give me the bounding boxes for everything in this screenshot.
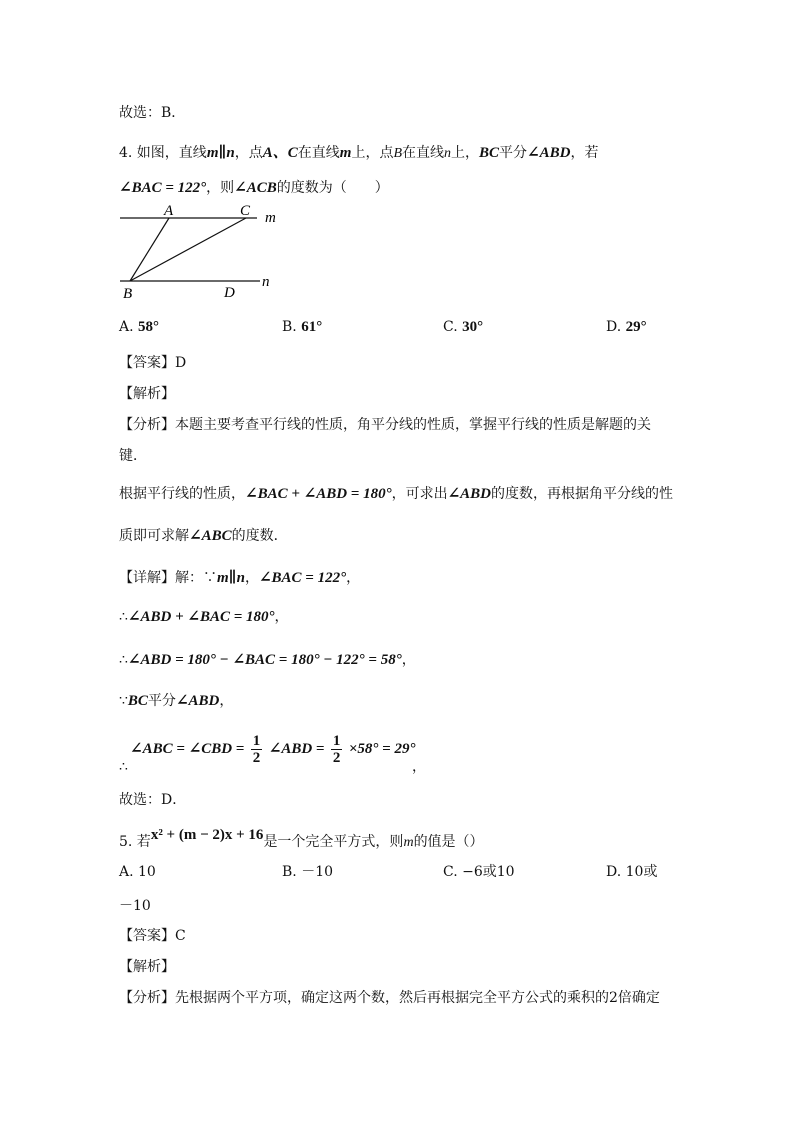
q4-step3: ∵BC平分∠ABD，	[119, 693, 234, 709]
q4-para-line1: 根据平行线的性质，∠BAC + ∠ABD = 180°，可求出∠ABD的度数，再根据角平分线的性	[119, 486, 674, 502]
parallel-lines-figure	[112, 200, 287, 304]
segment-ba	[130, 218, 169, 281]
point-a-label: A	[164, 203, 174, 219]
q5-answer: 【答案】C	[119, 928, 186, 944]
fraction-half-2: $\frac{1}{2}$	[332, 732, 341, 766]
q5-option-d: D. 10或	[606, 864, 658, 880]
q4-stem-line1: 4. 如图，直线m∥n，点A、C在直线m上，点B在直线n上，BC平分∠ABD，若	[119, 145, 599, 161]
line-n-label: n	[262, 274, 270, 290]
segment-bc	[130, 218, 246, 281]
q4-analysis-title: 【解析】	[119, 386, 175, 402]
point-b-label: B	[123, 286, 133, 302]
q5-option-d-wrap: －10	[119, 898, 151, 914]
q5-option-a: A. 10	[119, 864, 156, 880]
q4-step4-end: ，	[412, 759, 426, 775]
q4-step1: ∴∠ABD + ∠BAC = 180°，	[119, 609, 289, 625]
q4-para-line2: 质即可求解∠ABC的度数．	[119, 528, 288, 544]
fraction-half-1: $\frac{1}{2}$	[252, 732, 261, 766]
point-d-label: D	[224, 285, 235, 301]
q5-option-b: B. －10	[282, 864, 334, 880]
q4-step2: ∴∠ABD = 180° − ∠BAC = 180° − 122° = 58°，	[119, 652, 416, 668]
q4-fenxi-line1: 【分析】本题主要考查平行线的性质，角平分线的性质，掌握平行线的性质是解题的关	[119, 417, 651, 433]
q3-conclusion: 故选：B．	[119, 105, 186, 121]
line-m-label: m	[265, 210, 276, 226]
q4-step4-symbol: ∴	[119, 759, 128, 775]
q4-detail-line: 【详解】解：∵m∥n，∠BAC = 122°，	[119, 570, 361, 586]
q5-stem: 5. 若x² + (m − 2)x + 16是一个完全平方式，则m的值是（）	[119, 827, 484, 850]
q4-conclusion: 故选：D．	[119, 792, 187, 808]
q4-answer: 【答案】D	[119, 355, 187, 371]
q4-option-b: B. 61°	[282, 319, 323, 335]
q5-analysis-title: 【解析】	[119, 959, 175, 975]
point-c-label: C	[240, 203, 251, 219]
q4-step4: ∠ABC = ∠CBD = $\frac{1}{2}$ ∠ABD = $\frac{1}{2}$ ×58° = 29°	[130, 732, 416, 766]
q5-fenxi: 【分析】先根据两个平方项，确定这两个数，然后再根据完全平方公式的乘积的2倍确定	[119, 990, 660, 1006]
q4-stem-line2: ∠BAC = 122°，则∠ACB的度数为（ ）	[119, 180, 389, 196]
q4-option-c: C. 30°	[443, 319, 484, 335]
q4-fenxi-line2: 键．	[119, 448, 147, 464]
q5-option-c: C. −6或10	[443, 864, 515, 880]
q4-option-a: A. 58°	[119, 319, 160, 335]
q4-option-d: D. 29°	[606, 319, 647, 335]
